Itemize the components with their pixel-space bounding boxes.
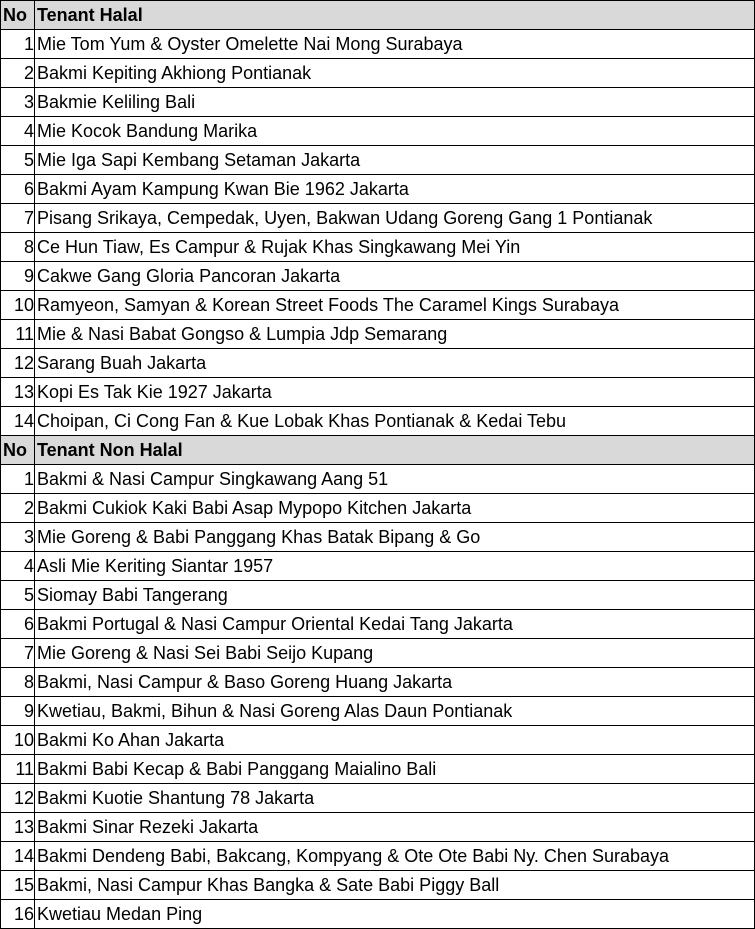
table-row (1, 552, 755, 581)
table-row (1, 30, 755, 59)
table-row (1, 842, 755, 871)
row-number: 4 (1, 552, 35, 581)
row-number: 9 (1, 697, 35, 726)
table-row (1, 233, 755, 262)
tenant-name: Mie Kocok Bandung Marika (35, 117, 755, 146)
row-number: 8 (1, 668, 35, 697)
header-title: Tenant Non Halal (35, 436, 755, 465)
table-row (1, 407, 755, 436)
tenant-name: Mie Iga Sapi Kembang Setaman Jakarta (35, 146, 755, 175)
row-number: 13 (1, 378, 35, 407)
table-row (1, 784, 755, 813)
table-row (1, 639, 755, 668)
row-number: 5 (1, 581, 35, 610)
tenant-name: Mie Goreng & Babi Panggang Khas Batak Bipang & Go (35, 523, 755, 552)
table-row (1, 349, 755, 378)
tenant-name: Asli Mie Keriting Siantar 1957 (35, 552, 755, 581)
table-row (1, 755, 755, 784)
row-number: 6 (1, 175, 35, 204)
row-number: 13 (1, 813, 35, 842)
row-number: 1 (1, 30, 35, 59)
section-header-non-halal (1, 436, 755, 465)
row-number: 14 (1, 407, 35, 436)
tenant-name: Bakmi Ko Ahan Jakarta (35, 726, 755, 755)
table-row (1, 813, 755, 842)
header-no: No (1, 436, 35, 465)
row-number: 4 (1, 117, 35, 146)
tenant-name: Cakwe Gang Gloria Pancoran Jakarta (35, 262, 755, 291)
table-row (1, 320, 755, 349)
tenant-name: Mie Tom Yum & Oyster Omelette Nai Mong Surabaya (35, 30, 755, 59)
row-number: 10 (1, 726, 35, 755)
tenant-name: Ramyeon, Samyan & Korean Street Foods The Caramel Kings Surabaya (35, 291, 755, 320)
tenant-name: Bakmi Kepiting Akhiong Pontianak (35, 59, 755, 88)
row-number: 11 (1, 755, 35, 784)
table-row (1, 291, 755, 320)
row-number: 8 (1, 233, 35, 262)
tenant-name: Mie Goreng & Nasi Sei Babi Seijo Kupang (35, 639, 755, 668)
tenant-name: Bakmi Portugal & Nasi Campur Oriental Kedai Tang Jakarta (35, 610, 755, 639)
table-row (1, 175, 755, 204)
row-number: 14 (1, 842, 35, 871)
tenant-name: Bakmie Keliling Bali (35, 88, 755, 117)
table-row (1, 610, 755, 639)
table-row (1, 697, 755, 726)
tenant-name: Kwetiau Medan Ping (35, 900, 755, 929)
tenant-name: Bakmi Kuotie Shantung 78 Jakarta (35, 784, 755, 813)
tenant-name: Bakmi Sinar Rezeki Jakarta (35, 813, 755, 842)
table-row (1, 494, 755, 523)
table-row (1, 59, 755, 88)
tenant-name: Bakmi & Nasi Campur Singkawang Aang 51 (35, 465, 755, 494)
row-number: 3 (1, 88, 35, 117)
row-number: 9 (1, 262, 35, 291)
tenant-table-body (1, 1, 755, 929)
table-row (1, 871, 755, 900)
table-row (1, 146, 755, 175)
tenant-name: Mie & Nasi Babat Gongso & Lumpia Jdp Semarang (35, 320, 755, 349)
table-row (1, 900, 755, 929)
tenant-name: Bakmi Ayam Kampung Kwan Bie 1962 Jakarta (35, 175, 755, 204)
section-header-halal (1, 1, 755, 30)
tenant-name: Pisang Srikaya, Cempedak, Uyen, Bakwan Udang Goreng Gang 1 Pontianak (35, 204, 755, 233)
tenant-name: Sarang Buah Jakarta (35, 349, 755, 378)
table-row (1, 88, 755, 117)
row-number: 7 (1, 204, 35, 233)
tenant-name: Choipan, Ci Cong Fan & Kue Lobak Khas Pontianak & Kedai Tebu (35, 407, 755, 436)
row-number: 5 (1, 146, 35, 175)
table-row (1, 262, 755, 291)
table-row (1, 581, 755, 610)
row-number: 7 (1, 639, 35, 668)
row-number: 12 (1, 349, 35, 378)
tenant-name: Bakmi Cukiok Kaki Babi Asap Mypopo Kitchen Jakarta (35, 494, 755, 523)
table-row (1, 523, 755, 552)
header-title: Tenant Halal (35, 1, 755, 30)
tenant-name: Bakmi, Nasi Campur & Baso Goreng Huang Jakarta (35, 668, 755, 697)
tenant-name: Bakmi, Nasi Campur Khas Bangka & Sate Babi Piggy Ball (35, 871, 755, 900)
row-number: 6 (1, 610, 35, 639)
row-number: 2 (1, 59, 35, 88)
header-no: No (1, 1, 35, 30)
tenant-name: Ce Hun Tiaw, Es Campur & Rujak Khas Singkawang Mei Yin (35, 233, 755, 262)
row-number: 16 (1, 900, 35, 929)
row-number: 11 (1, 320, 35, 349)
table-row (1, 668, 755, 697)
table-row (1, 117, 755, 146)
table-row (1, 465, 755, 494)
row-number: 10 (1, 291, 35, 320)
row-number: 1 (1, 465, 35, 494)
row-number: 12 (1, 784, 35, 813)
row-number: 15 (1, 871, 35, 900)
tenant-name: Bakmi Dendeng Babi, Bakcang, Kompyang & Ote Ote Babi Ny. Chen Surabaya (35, 842, 755, 871)
row-number: 3 (1, 523, 35, 552)
table-row (1, 726, 755, 755)
table-row (1, 378, 755, 407)
tenant-name: Kopi Es Tak Kie 1927 Jakarta (35, 378, 755, 407)
tenant-name: Bakmi Babi Kecap & Babi Panggang Maialino Bali (35, 755, 755, 784)
table-row (1, 204, 755, 233)
tenant-name: Siomay Babi Tangerang (35, 581, 755, 610)
row-number: 2 (1, 494, 35, 523)
tenant-name: Kwetiau, Bakmi, Bihun & Nasi Goreng Alas Daun Pontianak (35, 697, 755, 726)
